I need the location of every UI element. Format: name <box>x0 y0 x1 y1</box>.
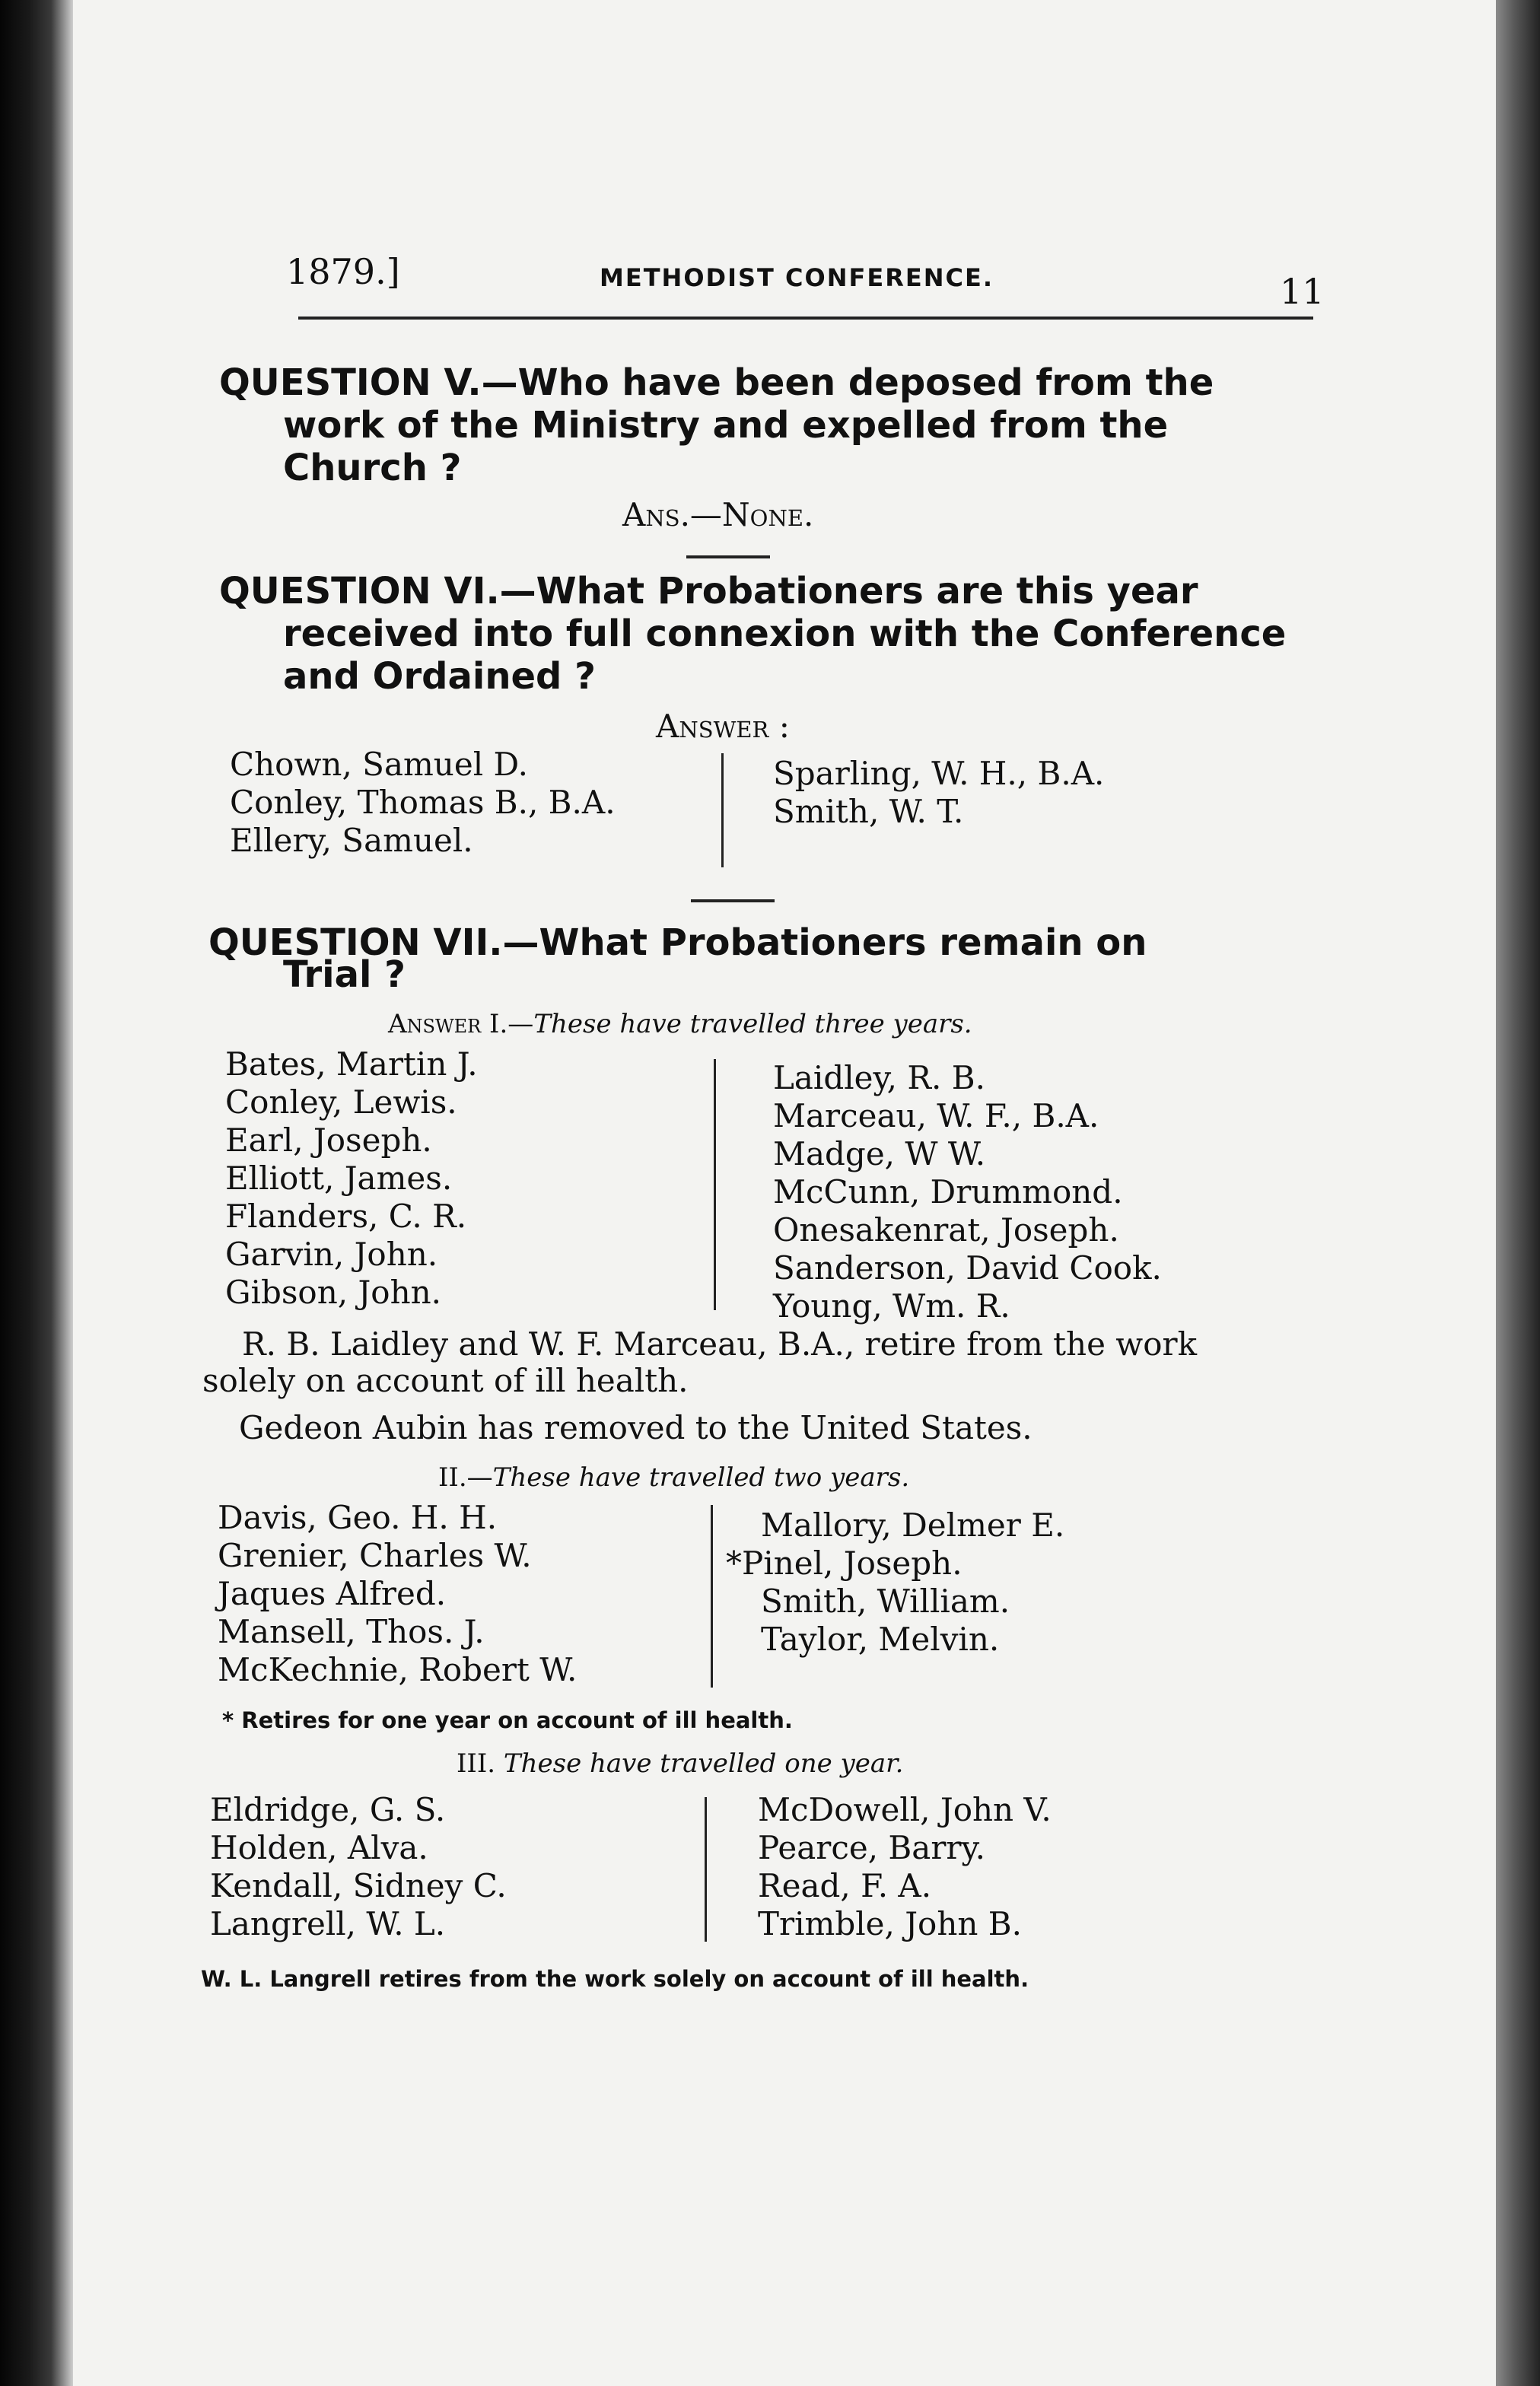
group2-label-prefix: II.— <box>438 1462 493 1493</box>
separator <box>686 555 770 558</box>
q6-line3: and Ordained ? <box>283 655 596 698</box>
q6-answer-label: Answer : <box>656 708 790 745</box>
group1-note-line2: solely on account of ill health. <box>202 1362 689 1399</box>
group1-right-name: Marceau, W. F., B.A. <box>773 1097 1099 1134</box>
group2-left-name: Mansell, Thos. J. <box>218 1613 485 1650</box>
group3-label-italic: These have travelled one year. <box>503 1748 904 1779</box>
group1-right-name: Young, Wm. R. <box>773 1287 1010 1325</box>
column-divider <box>711 1505 713 1688</box>
q5-line2: work of the Ministry and expelled from the <box>283 404 1169 447</box>
column-divider <box>705 1797 707 1942</box>
group3-right-name: Trimble, John B. <box>758 1905 1023 1942</box>
q7-line2: Trial ? <box>283 953 406 996</box>
group1-note-line1: R. B. Laidley and W. F. Marceau, B.A., retire from the work <box>242 1325 1198 1363</box>
group1-label-prefix: Answer I.— <box>388 1009 534 1039</box>
group3-right-name: Pearce, Barry. <box>758 1829 985 1866</box>
header-title: METHODIST CONFERENCE. <box>600 263 994 292</box>
group1-right-name: Sanderson, David Cook. <box>773 1249 1162 1287</box>
q6-line1: QUESTION VI.—What Probationers are this year <box>219 570 1198 612</box>
group1-left-name: Garvin, John. <box>225 1236 438 1273</box>
group2-label-italic: These have travelled two years. <box>492 1462 910 1493</box>
group3-left-name: Langrell, W. L. <box>210 1905 446 1942</box>
q6-left-name: Ellery, Samuel. <box>230 822 473 859</box>
group1-right-name: Onesakenrat, Joseph. <box>773 1211 1119 1249</box>
q6-left-name: Conley, Thomas B., B.A. <box>230 784 616 821</box>
group2-left-name: McKechnie, Robert W. <box>218 1651 578 1688</box>
header-rule <box>298 317 1313 320</box>
group1-left-name: Gibson, John. <box>225 1274 442 1311</box>
group1-left-name: Bates, Martin J. <box>225 1045 478 1083</box>
column-divider <box>714 1059 716 1310</box>
group2-right-name: Taylor, Melvin. <box>761 1621 1000 1658</box>
group3-left-name: Kendall, Sidney C. <box>210 1867 507 1904</box>
group2-right-name: Mallory, Delmer E. <box>761 1506 1065 1544</box>
header-page-number: 11 <box>1280 271 1325 312</box>
q5-answer: Ans.—None. <box>622 496 814 533</box>
group1-right-name: Laidley, R. B. <box>773 1059 985 1096</box>
group1-left-name: Conley, Lewis. <box>225 1083 457 1121</box>
book-page <box>73 0 1496 2386</box>
q6-right-name: Smith, W. T. <box>773 793 964 830</box>
group2-footnote: * Retires for one year on account of ill health. <box>222 1707 793 1733</box>
column-divider <box>721 753 724 867</box>
group1-right-name: McCunn, Drummond. <box>773 1173 1123 1210</box>
group2-left-name: Davis, Geo. H. H. <box>218 1499 498 1536</box>
group3-label <box>457 1748 903 1779</box>
group2-right-name: Smith, William. <box>761 1583 1010 1620</box>
q6-right-name: Sparling, W. H., B.A. <box>773 755 1105 792</box>
group3-right-name: McDowell, John V. <box>758 1791 1052 1828</box>
header-year: 1879.] <box>286 251 400 292</box>
group3-left-name: Holden, Alva. <box>210 1829 428 1866</box>
q7-line1: QUESTION VII.—What Probationers remain on <box>208 921 1147 964</box>
q6-left-name: Chown, Samuel D. <box>230 746 529 783</box>
group1-label <box>388 1009 972 1039</box>
q5-line1: QUESTION V.—Who have been deposed from the <box>219 361 1214 404</box>
group2-left-name: Grenier, Charles W. <box>218 1537 532 1574</box>
q5-line3: Church ? <box>283 447 462 489</box>
separator <box>691 899 775 902</box>
page-stack-edge <box>1496 0 1540 2386</box>
q6-line2: received into full connexion with the Conference <box>283 612 1287 655</box>
group2-label <box>438 1462 909 1493</box>
group1-note2: Gedeon Aubin has removed to the United States. <box>239 1409 1032 1446</box>
group2-right-name: *Pinel, Joseph. <box>726 1545 963 1582</box>
group1-right-name: Madge, W W. <box>773 1135 986 1172</box>
group1-left-name: Flanders, C. R. <box>225 1198 467 1235</box>
group3-label-prefix: III. <box>457 1748 496 1779</box>
group3-left-name: Eldridge, G. S. <box>210 1791 446 1828</box>
group2-left-name: Jaques Alfred. <box>218 1575 447 1612</box>
group1-label-italic: These have travelled three years. <box>533 1009 972 1039</box>
book-spine-edge <box>0 0 73 2386</box>
group3-footnote: W. L. Langrell retires from the work solely on account of ill health. <box>201 1966 1029 1992</box>
group1-left-name: Elliott, James. <box>225 1160 453 1197</box>
group1-left-name: Earl, Joseph. <box>225 1121 432 1159</box>
group3-right-name: Read, F. A. <box>758 1867 932 1904</box>
